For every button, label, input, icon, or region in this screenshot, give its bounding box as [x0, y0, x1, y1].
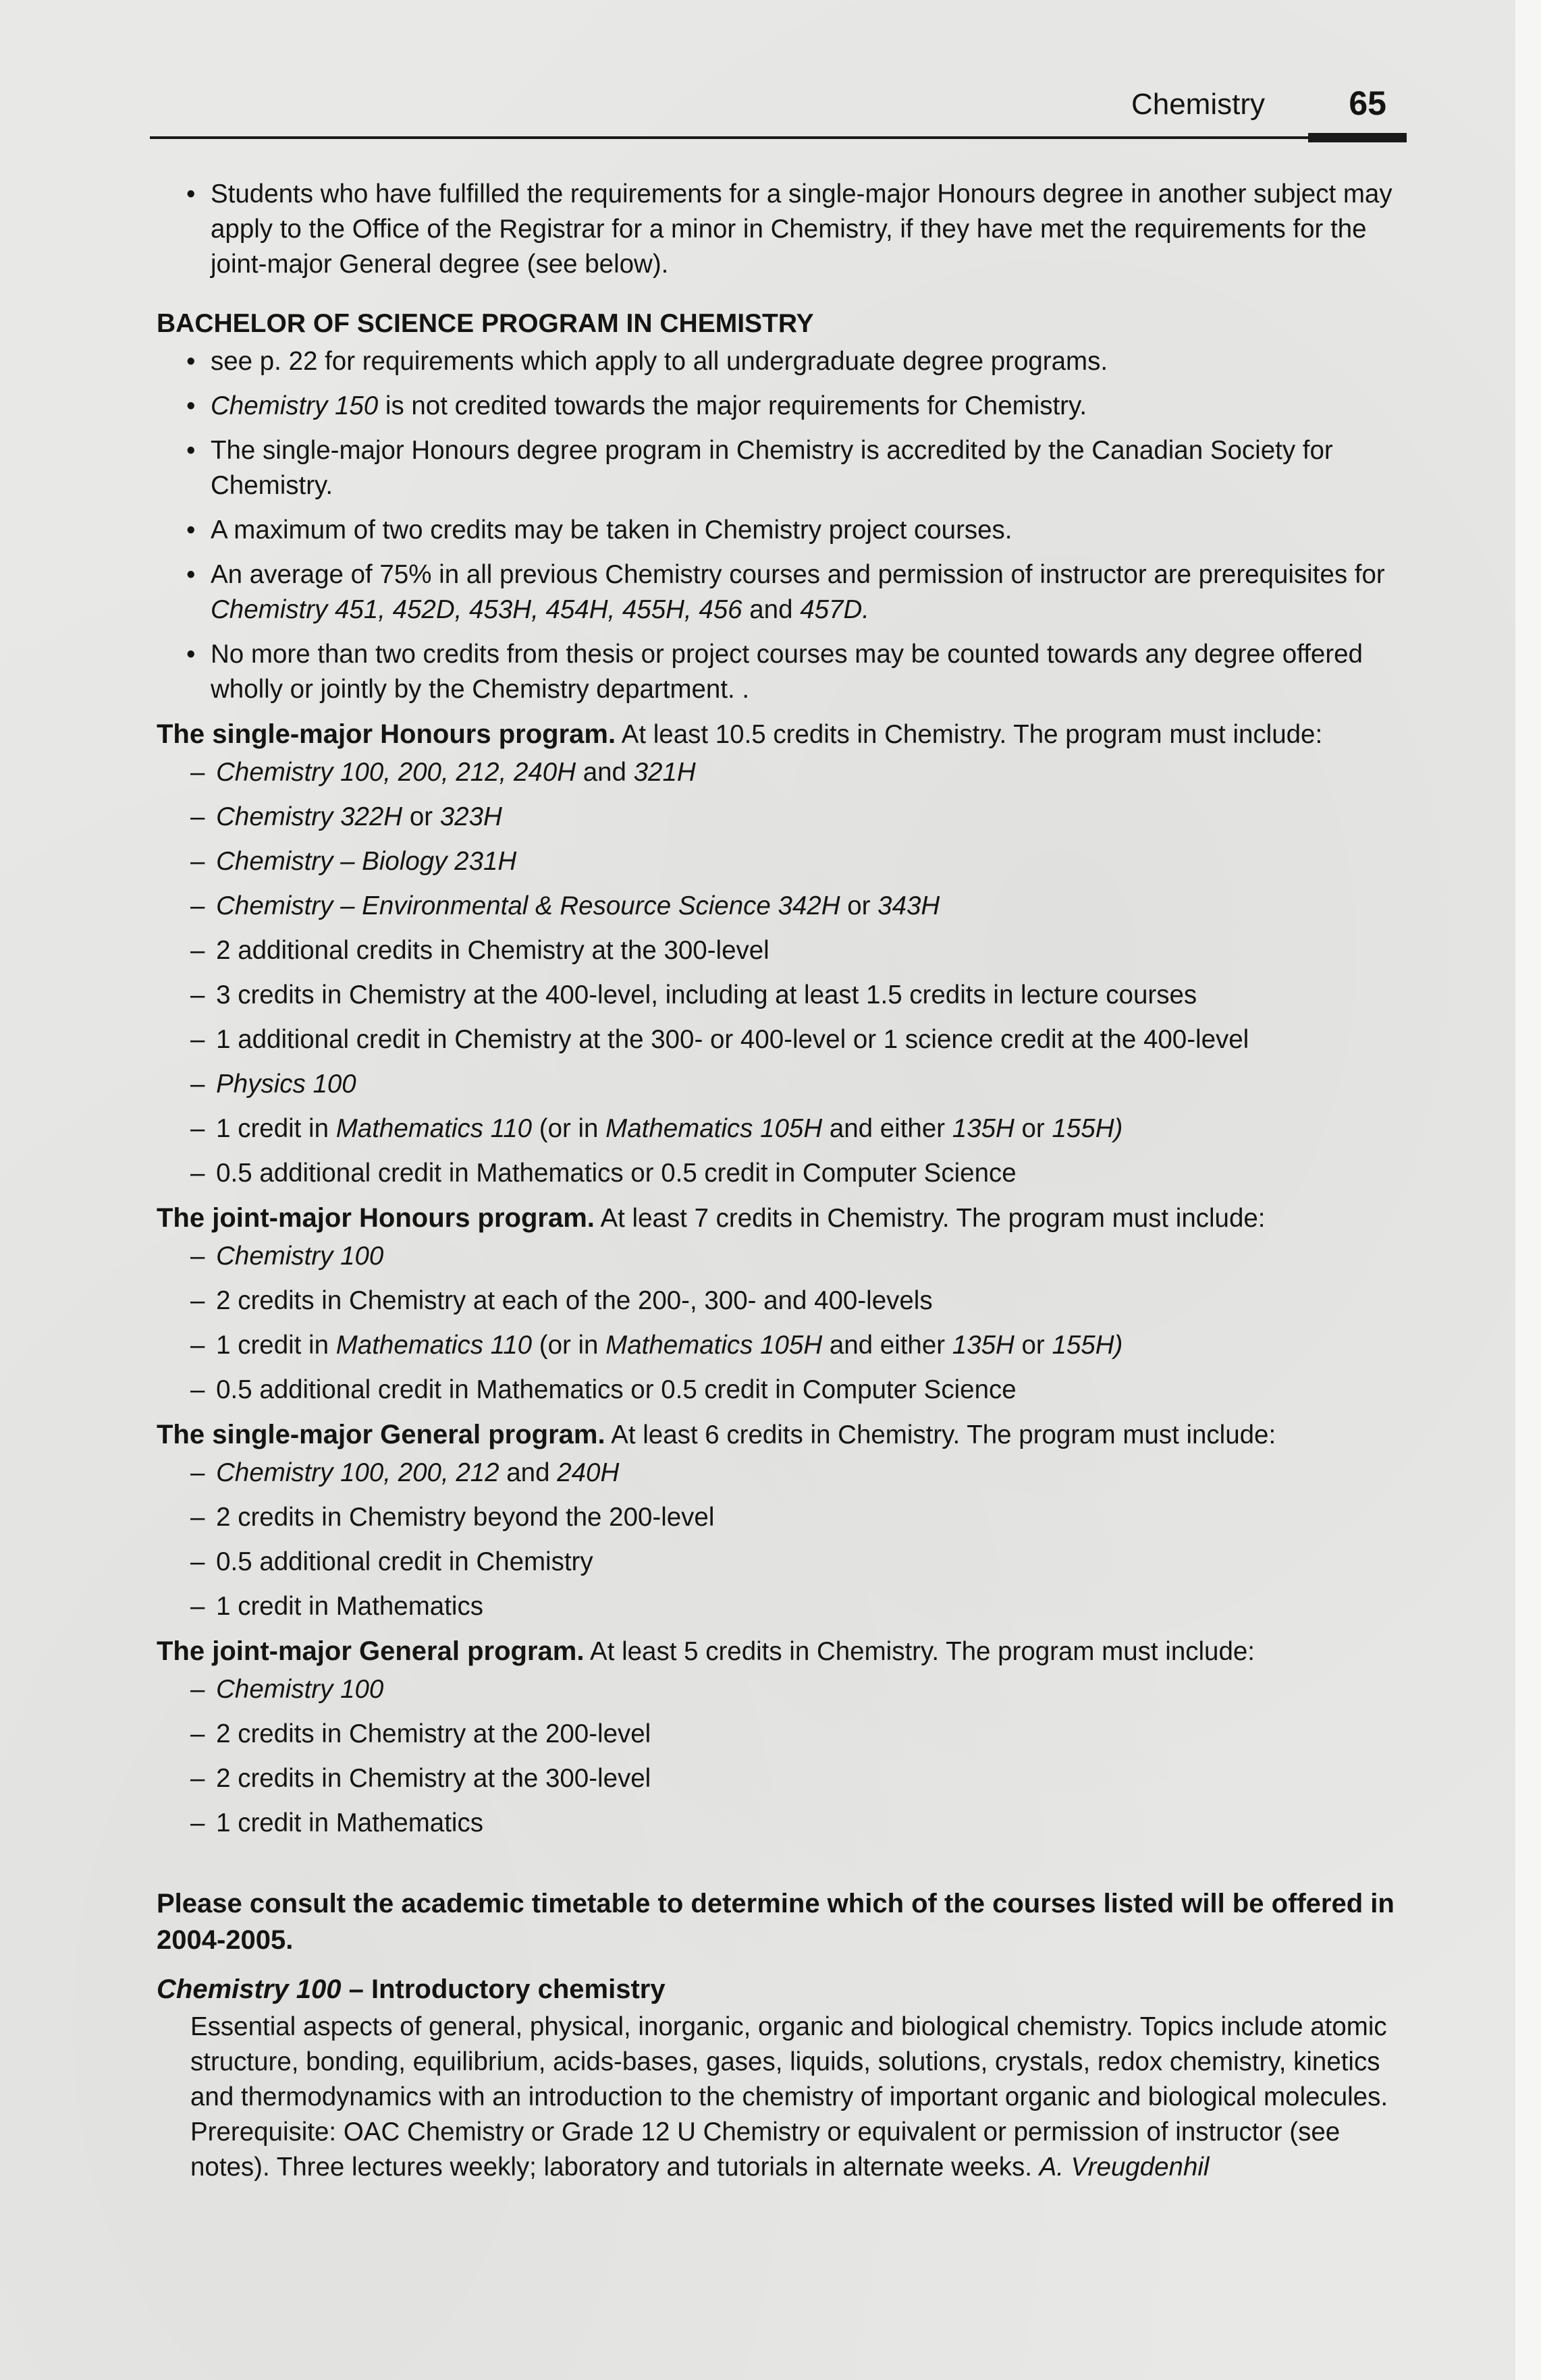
program-title: The joint-major Honours program. — [157, 1203, 595, 1233]
requirement-item: – Chemistry 100, 200, 212, 240H and 321H — [190, 758, 696, 787]
requirement-item: – 2 credits in Chemistry beyond the 200-level — [190, 1503, 715, 1532]
joint-honours-heading — [157, 1200, 1404, 1236]
page-number: 65 — [1349, 84, 1386, 122]
page-edge — [1515, 0, 1541, 2380]
bullet-text: and — [742, 595, 801, 624]
requirement-item: – Chemistry – Biology 231H — [190, 847, 517, 876]
requirement-item: – Chemistry 100 — [190, 1242, 384, 1271]
bsc-bullet-3: • The single-major Honours degree program in Chemistry is accredited by the Canadian Society for Chemistry. — [157, 433, 1404, 503]
running-head-section: Chemistry — [1131, 88, 1265, 121]
running-head — [0, 80, 1386, 134]
bullet-text: An average of 75% in all previous Chemistry courses and permission of instructor are prerequisites for — [211, 560, 1385, 589]
requirement-item: – 2 additional credits in Chemistry at the 300-level — [190, 936, 769, 965]
course-heading — [157, 1972, 1404, 2007]
requirement-item: – Physics 100 — [190, 1070, 356, 1099]
joint-general-heading — [157, 1634, 1404, 1669]
course-title: – Introductory chemistry — [341, 1974, 666, 2004]
header-rule — [150, 136, 1407, 139]
requirement-item: – 3 credits in Chemistry at the 400-level, including at least 1.5 credits in lecture courses — [190, 980, 1197, 1009]
program-intro: At least 10.5 credits in Chemistry. The program must include: — [616, 720, 1323, 749]
course-instructor: A. Vreugdenhil — [1039, 2153, 1210, 2182]
requirement-item: – 1 additional credit in Chemistry at the 300- or 400-level or 1 science credit at the 400-level — [190, 1025, 1249, 1054]
page-content — [157, 177, 1404, 2185]
course-ref: Chemistry 150 — [211, 391, 379, 420]
intro-bullet: • Students who have fulfilled the requirements for a single-major Honours degree in another subject may apply to the Office of the Registrar for a minor in Chemistry, if they have met the requirements for the joint-major General degree (see below). — [157, 177, 1404, 282]
requirement-item: – 0.5 additional credit in Chemistry — [190, 1547, 593, 1576]
requirement-item: – 1 credit in Mathematics 110 (or in Mathematics 105H and either 135H or 155H) — [190, 1114, 1123, 1143]
program-intro: At least 5 credits in Chemistry. The program must include: — [584, 1637, 1255, 1666]
requirement-item: – 2 credits in Chemistry at each of the 200-, 300- and 400-levels — [190, 1286, 933, 1315]
bsc-bullet-4: • A maximum of two credits may be taken in Chemistry project courses. — [157, 513, 1404, 548]
course-description: Essential aspects of general, physical, inorganic, organic and biological chemistry. Topics include atomic structure, bonding, equilibrium, acids-bases, gases, liquids, solutions, crystals, redox chemistry, kinetics and thermodynamics with an introduction to the chemistry of important organic and biological molecules. Prerequisite: OAC Chemistry or Grade 12 U Chemistry or equivalent or permission of instructor (see notes). Three lectures weekly; laboratory and tutorials in alternate weeks. A. Vreugdenhil — [190, 2012, 1388, 2182]
bullet-text: is not credited towards the major requirements for Chemistry. — [378, 391, 1087, 420]
requirement-item: – 0.5 additional credit in Mathematics or 0.5 credit in Computer Science — [190, 1159, 1017, 1188]
bsc-heading: BACHELOR OF SCIENCE PROGRAM IN CHEMISTRY — [157, 309, 814, 338]
requirement-item: – Chemistry 322H or 323H — [190, 802, 502, 831]
timetable-notice: Please consult the academic timetable to determine which of the courses listed will be offered in 2004-2005. — [157, 1889, 1395, 1955]
requirement-item: – 0.5 additional credit in Mathematics or 0.5 credit in Computer Science — [190, 1375, 1017, 1404]
bsc-bullet-5 — [157, 557, 1404, 628]
requirement-item: – 1 credit in Mathematics 110 (or in Mathematics 105H and either 135H or 155H) — [190, 1331, 1123, 1360]
bsc-bullet-2 — [157, 389, 1404, 424]
requirement-item: – 2 credits in Chemistry at the 200-level — [190, 1719, 651, 1748]
program-title: The single-major General program. — [157, 1420, 605, 1449]
requirement-item: – 1 credit in Mathematics — [190, 1592, 483, 1621]
requirement-item: – 2 credits in Chemistry at the 300-level — [190, 1764, 651, 1793]
program-title: The single-major Honours program. — [157, 719, 616, 749]
requirement-item: – 1 credit in Mathematics — [190, 1808, 483, 1837]
program-title: The joint-major General program. — [157, 1636, 585, 1666]
course-ref: Chemistry 451, 452D, 453H, 454H, 455H, 456 — [211, 595, 742, 624]
bsc-bullet-6: • No more than two credits from thesis or project courses may be counted towards any degree offered wholly or jointly by the Chemistry department. . — [157, 637, 1404, 707]
requirement-item: – Chemistry 100, 200, 212 and 240H — [190, 1458, 620, 1487]
single-general-heading — [157, 1417, 1404, 1453]
header-rule-tab — [1308, 133, 1407, 142]
bsc-bullet-1: • see p. 22 for requirements which apply to all undergraduate degree programs. — [157, 344, 1404, 379]
requirement-item: – Chemistry – Environmental & Resource Science 342H or 343H — [190, 891, 940, 920]
single-honours-heading — [157, 717, 1404, 752]
program-intro: At least 7 credits in Chemistry. The program must include: — [594, 1204, 1266, 1233]
course-ref: 457D. — [800, 595, 869, 624]
requirement-item: – Chemistry 100 — [190, 1675, 384, 1704]
program-intro: At least 6 credits in Chemistry. The program must include: — [605, 1420, 1276, 1449]
course-code: Chemistry 100 — [157, 1974, 342, 2004]
